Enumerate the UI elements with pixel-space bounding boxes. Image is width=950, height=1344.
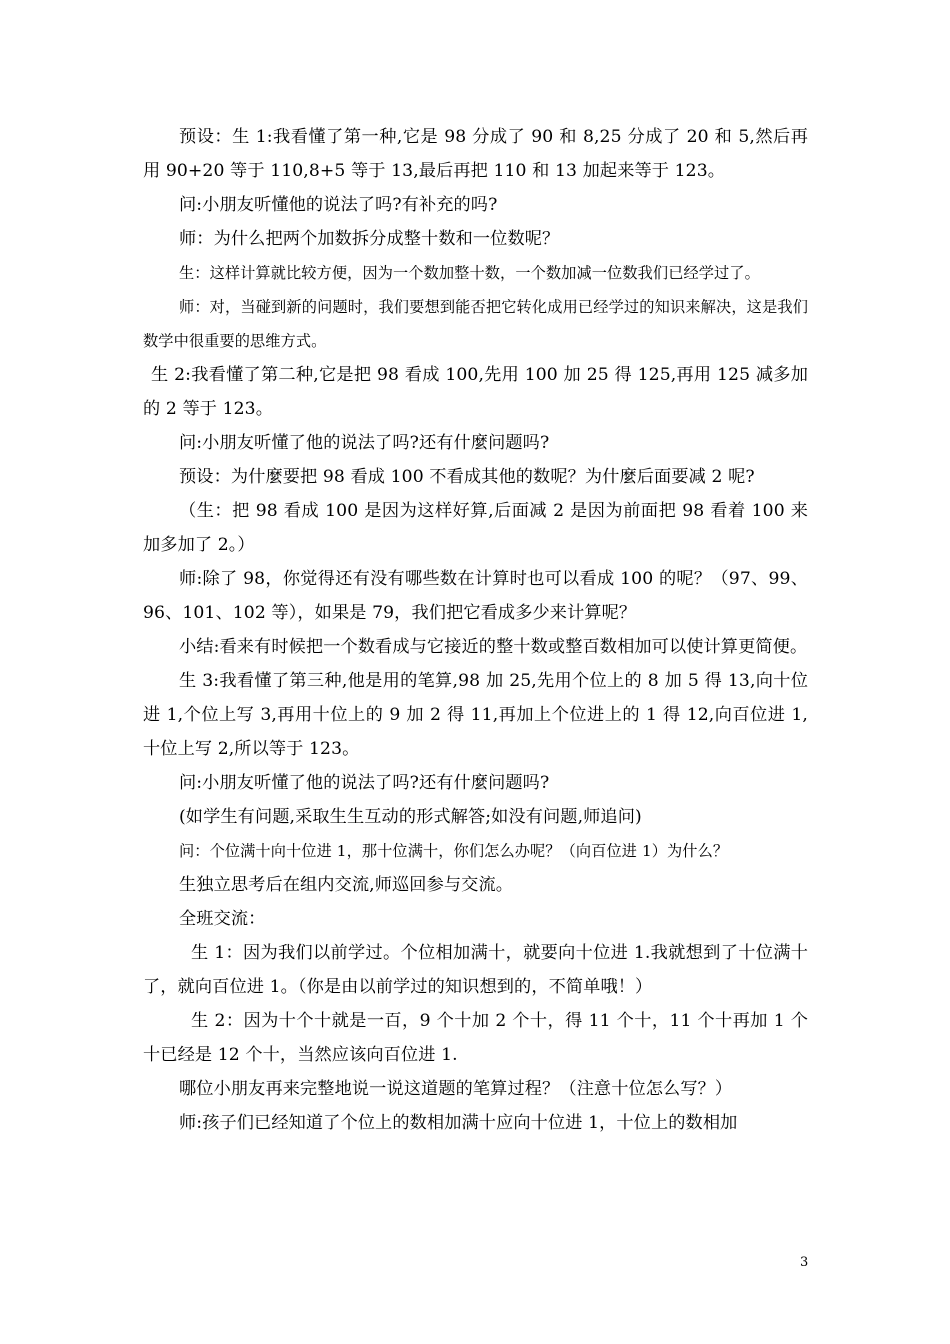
paragraph-teacher-2: 师：对，当碰到新的问题时，我们要想到能否把它转化成用已经学过的知识来解决，这是我们数学中很重要的思维方式。 bbox=[143, 298, 808, 350]
paragraph-question-1: 问:小朋友听懂他的说法了吗?有补充的吗? bbox=[179, 195, 498, 215]
paragraph-student-3: 生 3:我看懂了第三种,他是用的笔算,98 加 25,先用个位上的 8 加 5 得 13,向十位进 1,个位上写 3,再用十位上的 9 加 2 得 11,再加上个位进上的 1 得 12,向百位进 1,十位上写 2,所以等于 123。 bbox=[143, 671, 808, 759]
paragraph-student-answer-1: 生：这样计算就比较方便，因为一个数加整十数，一个数加减一位数我们已经学过了。 bbox=[179, 264, 760, 282]
paragraph-preset-student-1: 预设：生 1:我看懂了第一种,它是 98 分成了 90 和 8,25 分成了 20 和 5,然后再用 90+20 等于 110,8+5 等于 13,最后再把 110 和 13 加起来等于 123。 bbox=[143, 127, 808, 181]
paragraph-student-2: 生 2:我看懂了第二种,它是把 98 看成 100,先用 100 加 25 得 125,再用 125 减多加的 2 等于 123。 bbox=[143, 365, 808, 419]
paragraph-question-4: 问：个位满十向十位进 1，那十位满十，你们怎么办呢？（向百位进 1）为什么？ bbox=[179, 842, 729, 860]
paragraph-exchange-student-2: 生 2：因为十个十就是一百，9 个十加 2 个十，得 11 个十，11 个十再加 1 个十已经是 12 个十，当然应该向百位进 1. bbox=[143, 1011, 808, 1065]
document-body bbox=[143, 120, 808, 1140]
paragraph-teacher-final: 师:孩子们已经知道了个位上的数相加满十应向十位进 1，十位上的数相加 bbox=[179, 1113, 738, 1133]
paragraph-note: (如学生有问题,采取生生互动的形式解答;如没有问题,师追问) bbox=[179, 807, 642, 827]
paragraph-summary: 小结:看来有时候把一个数看成与它接近的整十数或整百数相加可以使计算更简便。 bbox=[179, 637, 808, 657]
paragraph-independent-thinking: 生独立思考后在组内交流,师巡回参与交流。 bbox=[179, 875, 514, 895]
paragraph-question-3: 问:小朋友听懂了他的说法了吗?还有什麼问题吗? bbox=[179, 773, 550, 793]
paragraph-teacher-1: 师：为什么把两个加数拆分成整十数和一位数呢？ bbox=[179, 229, 560, 249]
paragraph-exchange-student-1: 生 1：因为我们以前学过。个位相加满十，就要向十位进 1.我就想到了十位满十了，就向百位进 1。（你是由以前学过的知识想到的，不简单哦！） bbox=[143, 943, 808, 997]
paragraph-complete-explanation: 哪位小朋友再来完整地说一说这道题的笔算过程？（注意十位怎么写？） bbox=[179, 1079, 733, 1099]
paragraph-student-answer-2: （生：把 98 看成 100 是因为这样好算,后面减 2 是因为前面把 98 看着 100 来加多加了 2。） bbox=[143, 501, 808, 555]
paragraph-teacher-3: 师:除了 98，你觉得还有没有哪些数在计算时也可以看成 100 的呢？（97、99、96、101、102 等），如果是 79，我们把它看成多少来计算呢？ bbox=[143, 569, 808, 623]
paragraph-preset-2: 预设：为什麼要把 98 看成 100 不看成其他的数呢？为什麼后面要减 2 呢? bbox=[179, 467, 755, 487]
paragraph-question-2: 问:小朋友听懂了他的说法了吗?还有什麼问题吗? bbox=[179, 433, 550, 453]
paragraph-class-exchange: 全班交流： bbox=[179, 909, 266, 929]
page-number: 3 bbox=[800, 1255, 809, 1270]
